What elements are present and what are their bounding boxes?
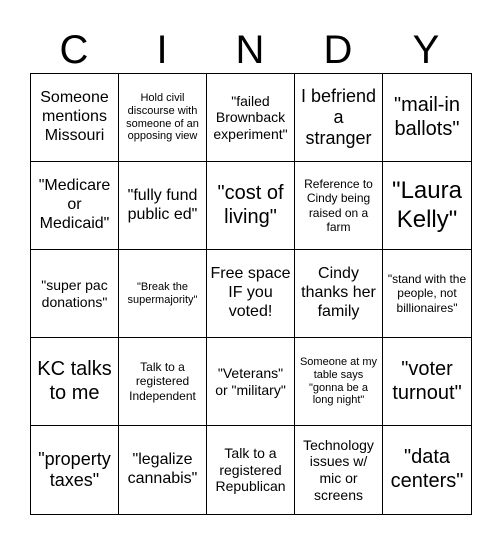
cell-text: "super pac donations" [41, 276, 108, 310]
bingo-cell-r4-c5[interactable] [383, 338, 471, 426]
bingo-cell-r3-c4[interactable] [295, 250, 383, 338]
bingo-cell-r2-c4[interactable] [295, 162, 383, 250]
bingo-cell-r3-c1[interactable] [31, 250, 119, 338]
bingo-grid [30, 73, 472, 515]
cell-text: I befriend a stranger [300, 85, 377, 149]
bingo-cell-r3-c5[interactable] [383, 250, 471, 338]
bingo-cell-r2-c5[interactable] [383, 162, 471, 250]
cell-text: "cost of living" [217, 181, 284, 228]
cell-text: "voter turnout" [392, 357, 462, 404]
bingo-cell-r5-c4[interactable] [295, 426, 383, 514]
cell-text: Hold civil discourse with someone of an opposing view [126, 91, 199, 143]
cell-text: Reference to Cindy being raised on a farm [304, 177, 373, 234]
bingo-cell-r5-c2[interactable] [119, 426, 207, 514]
header-letter-i: I [156, 28, 168, 72]
bingo-cell-r1-c2[interactable] [119, 74, 207, 162]
bingo-cell-r4-c2[interactable] [119, 338, 207, 426]
cell-text: "property taxes" [38, 448, 111, 490]
cell-text: Technology issues w/ mic or screens [303, 436, 374, 503]
cell-text: KC talks to me [37, 357, 112, 404]
cell-text: Talk to a registered Republican [215, 445, 286, 495]
cell-text: "stand with the people, not billionaires" [387, 272, 467, 315]
cell-text: "legalize cannabis" [127, 451, 198, 487]
header-letter-d: D [323, 28, 353, 72]
cell-text: "Medicare or Medicaid" [38, 177, 111, 232]
cell-text: "fully fund public ed" [127, 186, 198, 223]
bingo-cell-r2-c2[interactable] [119, 162, 207, 250]
bingo-header [30, 28, 470, 72]
bingo-cell-r1-c5[interactable] [383, 74, 471, 162]
bingo-cell-r4-c1[interactable] [31, 338, 119, 426]
bingo-cell-r3-c2[interactable] [119, 250, 207, 338]
cell-text: "data centers" [390, 446, 464, 492]
bingo-cell-r2-c1[interactable] [31, 162, 119, 250]
header-letter-y: Y [412, 28, 440, 72]
cell-text: "Veterans" or "military" [215, 364, 286, 398]
bingo-cell-r5-c3[interactable] [207, 426, 295, 514]
bingo-cell-r5-c5[interactable] [383, 426, 471, 514]
header-letter-n: N [235, 28, 265, 72]
bingo-cell-r5-c1[interactable] [31, 426, 119, 514]
cell-text: "Laura Kelly" [392, 177, 462, 233]
cell-text: Someone at my table says "gonna be a long night" [299, 355, 378, 407]
bingo-cell-r4-c4[interactable] [295, 338, 383, 426]
bingo-cell-r3-c3[interactable] [207, 250, 295, 338]
cell-text: Talk to a registered Independent [129, 360, 196, 403]
cell-text: "failed Brownback experiment" [213, 92, 288, 142]
bingo-cell-r4-c3[interactable] [207, 338, 295, 426]
bingo-cell-r2-c3[interactable] [207, 162, 295, 250]
header-letter-c: C [59, 28, 89, 72]
cell-text: Cindy thanks her family [301, 265, 376, 320]
cell-text: "mail-in ballots" [394, 93, 460, 140]
bingo-cell-r1-c1[interactable] [31, 74, 119, 162]
cell-text: Free space IF you voted! [210, 265, 291, 320]
cell-text: Someone mentions Missouri [40, 89, 109, 144]
bingo-cell-r1-c3[interactable] [207, 74, 295, 162]
bingo-cell-r1-c4[interactable] [295, 74, 383, 162]
cell-text: "Break the supermajority" [127, 280, 198, 306]
